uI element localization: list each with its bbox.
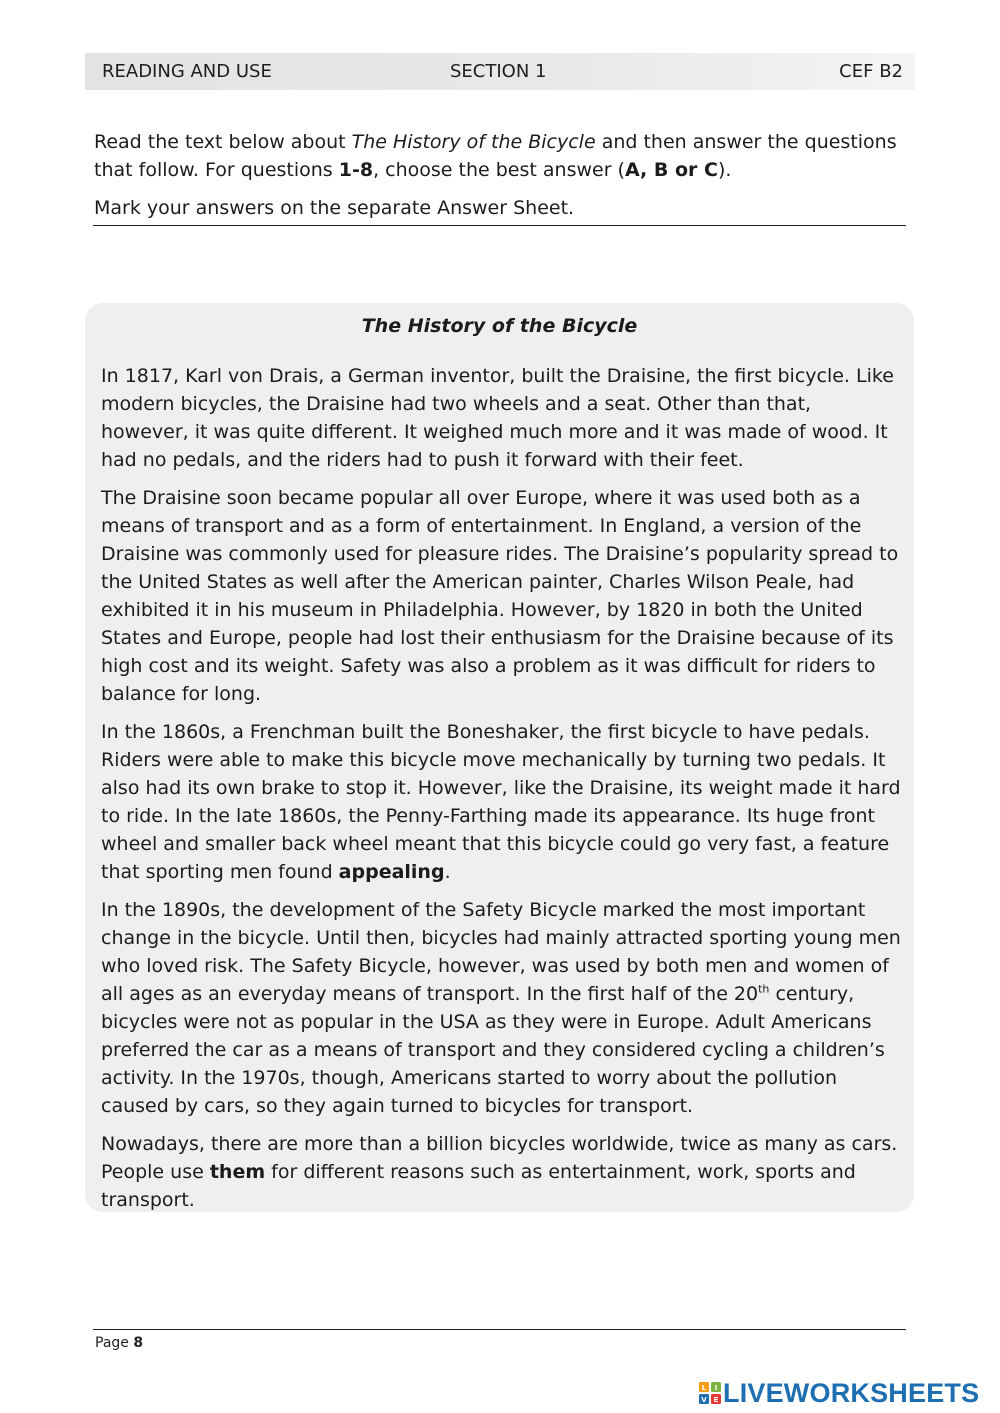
- keyword-them: them: [209, 1161, 266, 1183]
- divider-top: [93, 225, 906, 226]
- divider-bottom: [93, 1329, 906, 1330]
- reading-passage: [85, 303, 914, 1212]
- paragraph-5: Nowadays, there are more than a billion bicycles worldwide, twice as many as cars. People use them for different reasons such as entertainment, work, sports and transport.: [101, 1133, 898, 1211]
- ordinal-suffix: th: [758, 982, 770, 996]
- liveworksheets-brand[interactable]: [699, 1376, 979, 1410]
- passage-body: [101, 362, 901, 1224]
- header-level-label: CEF B2: [839, 61, 903, 82]
- paragraph-2: The Draisine soon became popular all over Europe, where it was used both as a means of transport and as a form of entertainment. In England, a version of the Draisine was commonly used for pleasure rides. The Draisine’s popularity spread to the United States as well after the American painter, Charles Wilson Peale, had exhibited it in his museum in Philadelphia. However, by 1820 in both the United States and Europe, people had lost their enthusiasm for the Draisine because of its high cost and its weight. Safety was also a problem as it was difficult for riders to balance for long.: [101, 487, 899, 705]
- instructions-text: Read the text below about The History of the Bicycle and then answer the questions that follow. For questions 1-8, choose the best answer (A, B or C).: [94, 131, 897, 181]
- header-bar: [85, 53, 915, 90]
- paragraph-1: In 1817, Karl von Drais, a German inventor, built the Draisine, the first bicycle. Like modern bicycles, the Draisine had two wheels and a seat. Other than that, however, it was quite different. It weighed much more and it was made of wood. It had no pedals, and the riders had to push it forward with their feet.: [101, 365, 894, 471]
- instructions: [94, 128, 906, 222]
- page-number: Page 8: [95, 1335, 144, 1351]
- answer-options: A, B or C: [624, 159, 718, 181]
- header-section-label: SECTION 1: [450, 61, 547, 82]
- liveworksheets-wordmark: LIVEWORKSHEETS: [723, 1377, 980, 1408]
- liveworksheets-logo-icon: [699, 1382, 721, 1404]
- svg-text:V: V: [701, 1396, 707, 1404]
- svg-text:I: I: [714, 1384, 718, 1392]
- paragraph-3: In the 1860s, a Frenchman built the Boneshaker, the first bicycle to have pedals. Riders were able to make this bicycle move mechanically by turning two pedals. It also had its own brake to stop it. However, like the Draisine, its weight made it hard to ride. In the late 1860s, the Penny-Farthing made its appearance. Its huge front wheel and smaller back wheel meant that this bicycle could go very fast, a feature that sporting men found appealing.: [101, 721, 901, 883]
- mark-answers-instruction: Mark your answers on the separate Answer Sheet.: [94, 197, 575, 219]
- header-left-label: READING AND USE: [102, 61, 272, 82]
- questions-range: 1-8: [338, 159, 374, 181]
- paragraph-4: In the 1890s, the development of the Safety Bicycle marked the most important change in the bicycle. Until then, bicycles had mainly attracted sporting young men who loved risk. The Safety Bicycle, however, was used by both men and women of all ages as an everyday means of transport. In the first half of the 20th century, bicycles were not as popular in the USA as they were in Europe. Adult Americans preferred the car as a means of transport and they considered cycling a children’s activity. In the 1970s, though, Americans started to worry about the pollution caused by cars, so they again turned to bicycles for transport.: [101, 899, 901, 1117]
- passage-title: The History of the Bicycle: [361, 315, 638, 337]
- keyword-appealing: appealing: [338, 861, 445, 883]
- svg-text:E: E: [713, 1396, 719, 1404]
- instructions-title: The History of the Bicycle: [351, 131, 596, 153]
- svg-text:L: L: [701, 1384, 707, 1392]
